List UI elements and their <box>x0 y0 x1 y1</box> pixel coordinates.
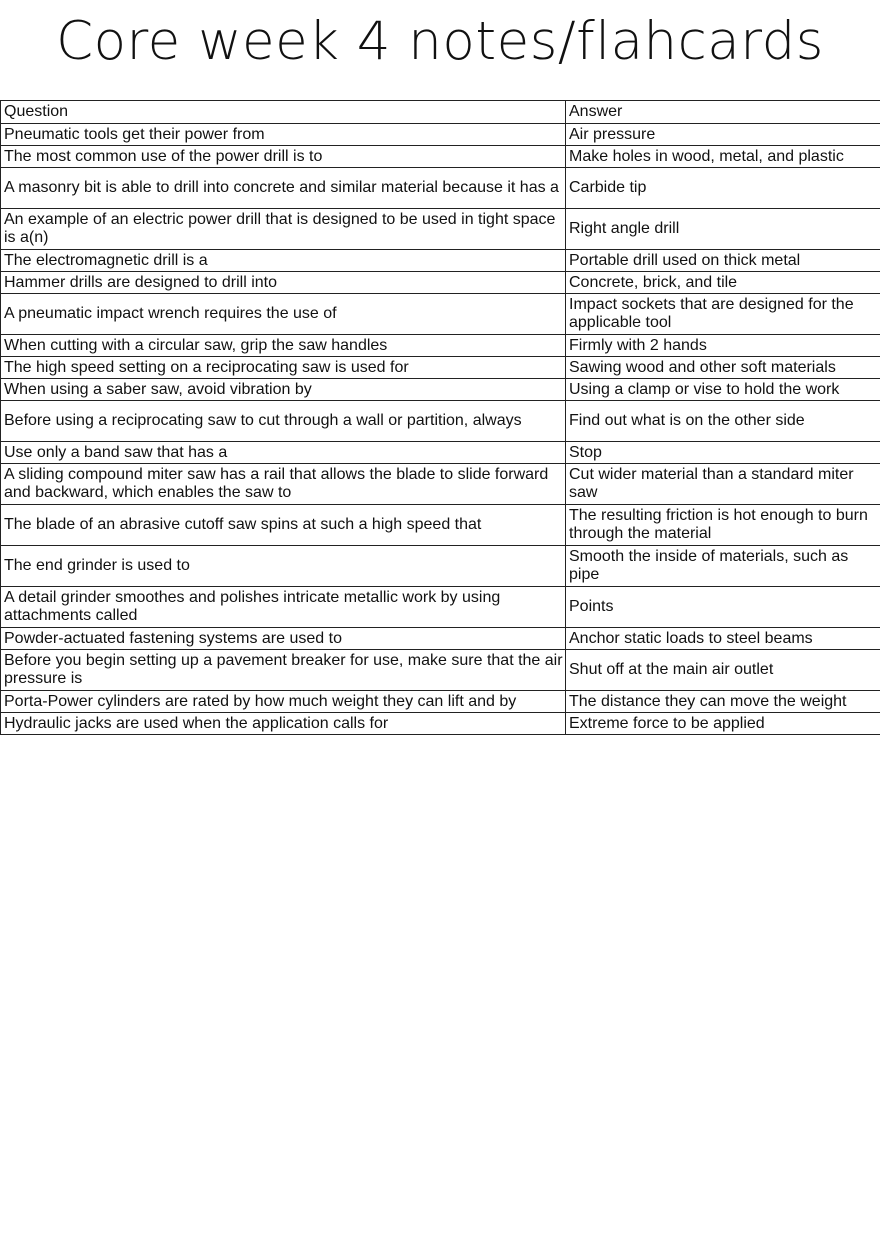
answer-cell: Using a clamp or vise to hold the work <box>566 379 880 401</box>
table-row <box>1 379 880 401</box>
table-row <box>1 209 880 250</box>
flashcard-table <box>0 100 880 735</box>
question-cell: The most common use of the power drill is to <box>1 146 566 168</box>
question-cell: Use only a band saw that has a <box>1 442 566 464</box>
table-row <box>1 464 880 505</box>
answer-cell: Stop <box>566 442 880 464</box>
question-cell: The high speed setting on a reciprocating saw is used for <box>1 357 566 379</box>
table-row <box>1 250 880 272</box>
question-cell: The blade of an abrasive cutoff saw spins at such a high speed that <box>1 505 566 546</box>
table-row <box>1 713 880 735</box>
page-title: Core week 4 notes/flahcards <box>56 11 824 72</box>
answer-cell: Impact sockets that are designed for the applicable tool <box>566 294 880 335</box>
table-row <box>1 146 880 168</box>
column-header-answer: Answer <box>566 101 880 124</box>
table-row <box>1 272 880 294</box>
table-row <box>1 442 880 464</box>
answer-cell: Carbide tip <box>566 168 880 209</box>
table-row <box>1 357 880 379</box>
table-row <box>1 628 880 650</box>
question-cell: An example of an electric power drill that is designed to be used in tight space is a(n) <box>1 209 566 250</box>
answer-cell: Sawing wood and other soft materials <box>566 357 880 379</box>
table-row <box>1 546 880 587</box>
table-row <box>1 587 880 628</box>
question-cell: Pneumatic tools get their power from <box>1 124 566 146</box>
table-header-row <box>1 101 880 124</box>
table-row <box>1 294 880 335</box>
question-cell: Hammer drills are designed to drill into <box>1 272 566 294</box>
table-row <box>1 168 880 209</box>
column-header-question: Question <box>1 101 566 124</box>
question-cell: Hydraulic jacks are used when the application calls for <box>1 713 566 735</box>
answer-cell: Make holes in wood, metal, and plastic <box>566 146 880 168</box>
question-cell: The electromagnetic drill is a <box>1 250 566 272</box>
answer-cell: Anchor static loads to steel beams <box>566 628 880 650</box>
answer-cell: Cut wider material than a standard miter saw <box>566 464 880 505</box>
question-cell: When cutting with a circular saw, grip the saw handles <box>1 335 566 357</box>
table-row <box>1 691 880 713</box>
question-cell: A detail grinder smoothes and polishes intricate metallic work by using attachments called <box>1 587 566 628</box>
answer-cell: Portable drill used on thick metal <box>566 250 880 272</box>
table-row <box>1 124 880 146</box>
question-cell: When using a saber saw, avoid vibration by <box>1 379 566 401</box>
question-cell: A sliding compound miter saw has a rail that allows the blade to slide forward and backward, which enables the saw to <box>1 464 566 505</box>
answer-cell: Extreme force to be applied <box>566 713 880 735</box>
question-cell: Before you begin setting up a pavement breaker for use, make sure that the air pressure is <box>1 650 566 691</box>
answer-cell: Air pressure <box>566 124 880 146</box>
question-cell: A masonry bit is able to drill into concrete and similar material because it has a <box>1 168 566 209</box>
table-row <box>1 505 880 546</box>
answer-cell: Find out what is on the other side <box>566 401 880 442</box>
answer-cell: Smooth the inside of materials, such as pipe <box>566 546 880 587</box>
question-cell: Powder-actuated fastening systems are used to <box>1 628 566 650</box>
answer-cell: The distance they can move the weight <box>566 691 880 713</box>
answer-cell: Right angle drill <box>566 209 880 250</box>
question-cell: Porta-Power cylinders are rated by how much weight they can lift and by <box>1 691 566 713</box>
answer-cell: Concrete, brick, and tile <box>566 272 880 294</box>
table-row <box>1 401 880 442</box>
answer-cell: Firmly with 2 hands <box>566 335 880 357</box>
answer-cell: Points <box>566 587 880 628</box>
table-row <box>1 335 880 357</box>
answer-cell: The resulting friction is hot enough to burn through the material <box>566 505 880 546</box>
question-cell: A pneumatic impact wrench requires the use of <box>1 294 566 335</box>
answer-cell: Shut off at the main air outlet <box>566 650 880 691</box>
question-cell: Before using a reciprocating saw to cut through a wall or partition, always <box>1 401 566 442</box>
table-row <box>1 650 880 691</box>
question-cell: The end grinder is used to <box>1 546 566 587</box>
